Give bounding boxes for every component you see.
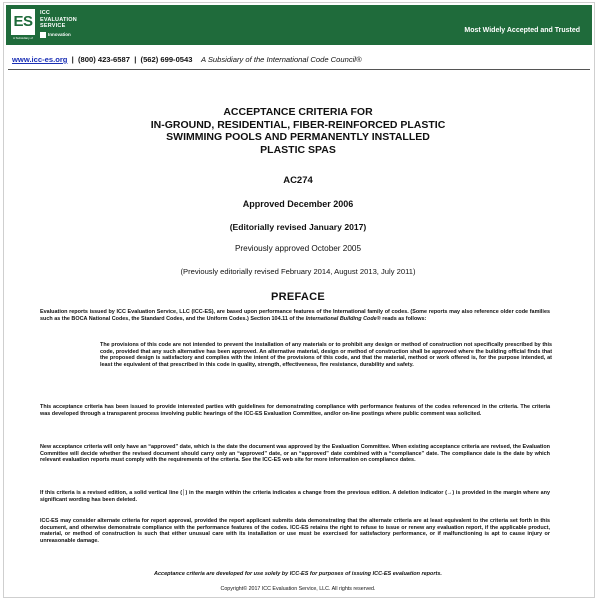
paragraph-text: If this criteria is a revised edition, a solid vertical line (│) in the margin within the criteria indicates a change from the previous edition. A deletion indicator (→) is provided in the margin where any significant wording has been deleted. xyxy=(40,490,550,503)
paragraph-text: Evaluation reports issued by ICC Evaluation Service, LLC (ICC-ES), are based upon performance features of the International family of codes. (Some reports may also reference older code families such as the BOCA National Codes, the Standard Codes, and the Uniform Codes.) Section 104.11 of the xyxy=(40,309,550,322)
ibc-reference: International Building Code xyxy=(305,315,377,322)
innovation-label: Innovation xyxy=(48,32,71,38)
phone-number-1: (800) 423-6587 xyxy=(78,55,130,64)
brand-line: SERVICE xyxy=(40,23,66,29)
separator: | xyxy=(134,55,137,64)
code-quotation xyxy=(100,342,552,368)
brand-name xyxy=(40,10,77,30)
previous-editorial-revisions: (Previously editorially revised February 2014, August 2013, July 2011) xyxy=(180,267,416,276)
title-line: IN-GROUND, RESIDENTIAL, FIBER-REINFORCED PLASTIC xyxy=(150,118,446,131)
innovation-badge xyxy=(40,32,71,38)
contact-line xyxy=(12,55,362,64)
paragraph-text: This acceptance criteria has been issued to provide interested parties with guidelines for demonstrating compliance with performance features of the codes referenced in the criteria. The criteria was developed through a transparent process involving public hearings of the ICC-ES Evaluation Committee, and/or on-line postings where public comment was solicited. xyxy=(40,404,550,417)
separator: | xyxy=(71,55,74,64)
phone-number-2: (562) 699-0543 xyxy=(140,55,193,64)
logo-tagline: A Subsidiary of xyxy=(12,36,33,40)
usage-note: Acceptance criteria are developed for use solely by ICC-ES for purposes of issuing ICC-ES evaluation reports. xyxy=(154,571,442,577)
preface-heading: PREFACE xyxy=(270,291,326,303)
brand-line: EVALUATION xyxy=(40,16,77,23)
document-page xyxy=(3,2,595,598)
es-logo[interactable]: ES xyxy=(11,9,35,35)
preface-paragraph-5 xyxy=(40,518,550,544)
title-line: PLASTIC SPAS xyxy=(260,143,336,156)
preface-paragraph-2 xyxy=(40,404,550,417)
header-tagline: Most Widely Accepted and Trusted xyxy=(464,27,580,34)
preface-paragraph-3 xyxy=(40,444,550,464)
editorial-revision: (Editorially revised January 2017) xyxy=(229,222,367,232)
paragraph-text: ® reads as follows: xyxy=(376,315,427,322)
preface-paragraph-4 xyxy=(40,490,550,503)
subsidiary-note: A Subsidiary of the International Code Council® xyxy=(200,55,362,64)
header-divider xyxy=(8,69,590,70)
paragraph-text: New acceptance criteria will only have an “approved” date, which is the date the document was approved by the Evaluation Committee. When existing acceptance criteria are revised, the Evaluation Committee will decide whether the revised document should carry only an “approved” date, or an “approved” date combined with a “compliance” date. The compliance date is the date by which relevant evaluation reports must comply with the requirements of the criteria. See the ICC-ES web site for more information on compliance dates. xyxy=(40,444,550,463)
website-link[interactable]: www.icc-es.org xyxy=(12,55,68,64)
preface-paragraph-1 xyxy=(40,309,550,322)
document-title xyxy=(4,106,592,156)
brand-line: ICC xyxy=(40,10,51,16)
paragraph-text: ICC-ES may consider alternate criteria for report approval, provided the report applicant submits data demonstrating that the alternate criteria are at least equivalent to the criteria set forth in this document, and otherwise demonstrate compliance with the performance features of the codes. ICC-ES retains the right to refuse to issue or renew any evaluation report, if the applicable product, material, or method of construction is such that either unusual care with its installation or use must be exercised for satisfactory performance, or if malfunctioning is apt to cause injury or unreasonable damage. xyxy=(40,518,550,544)
title-line: SWIMMING POOLS AND PERMANENTLY INSTALLED xyxy=(166,131,430,143)
header-banner xyxy=(6,5,592,45)
copyright-notice: Copyright© 2017 ICC Evaluation Service, LLC. All rights reserved. xyxy=(220,586,376,592)
title-line: ACCEPTANCE CRITERIA FOR xyxy=(223,106,373,118)
approved-date: Approved December 2006 xyxy=(242,199,354,209)
previous-approval: Previously approved October 2005 xyxy=(234,244,362,253)
innovation-icon xyxy=(40,32,46,38)
quotation-text: The provisions of this code are not intended to prevent the installation of any materials or to prohibit any design or method of construction not specifically prescribed by this code, provided that any such alternative has been approved. An alternative material, design or method of construction shall be approved where the building official finds that the proposed design is satisfactory and complies with the intent of the provisions of this code, and that the material, method or work offered is, for the purpose intended, at least the equivalent of that prescribed in this code in quality, strength, effectiveness, fire resistance, durability and safety. xyxy=(100,342,552,368)
criteria-code: AC274 xyxy=(283,175,313,186)
